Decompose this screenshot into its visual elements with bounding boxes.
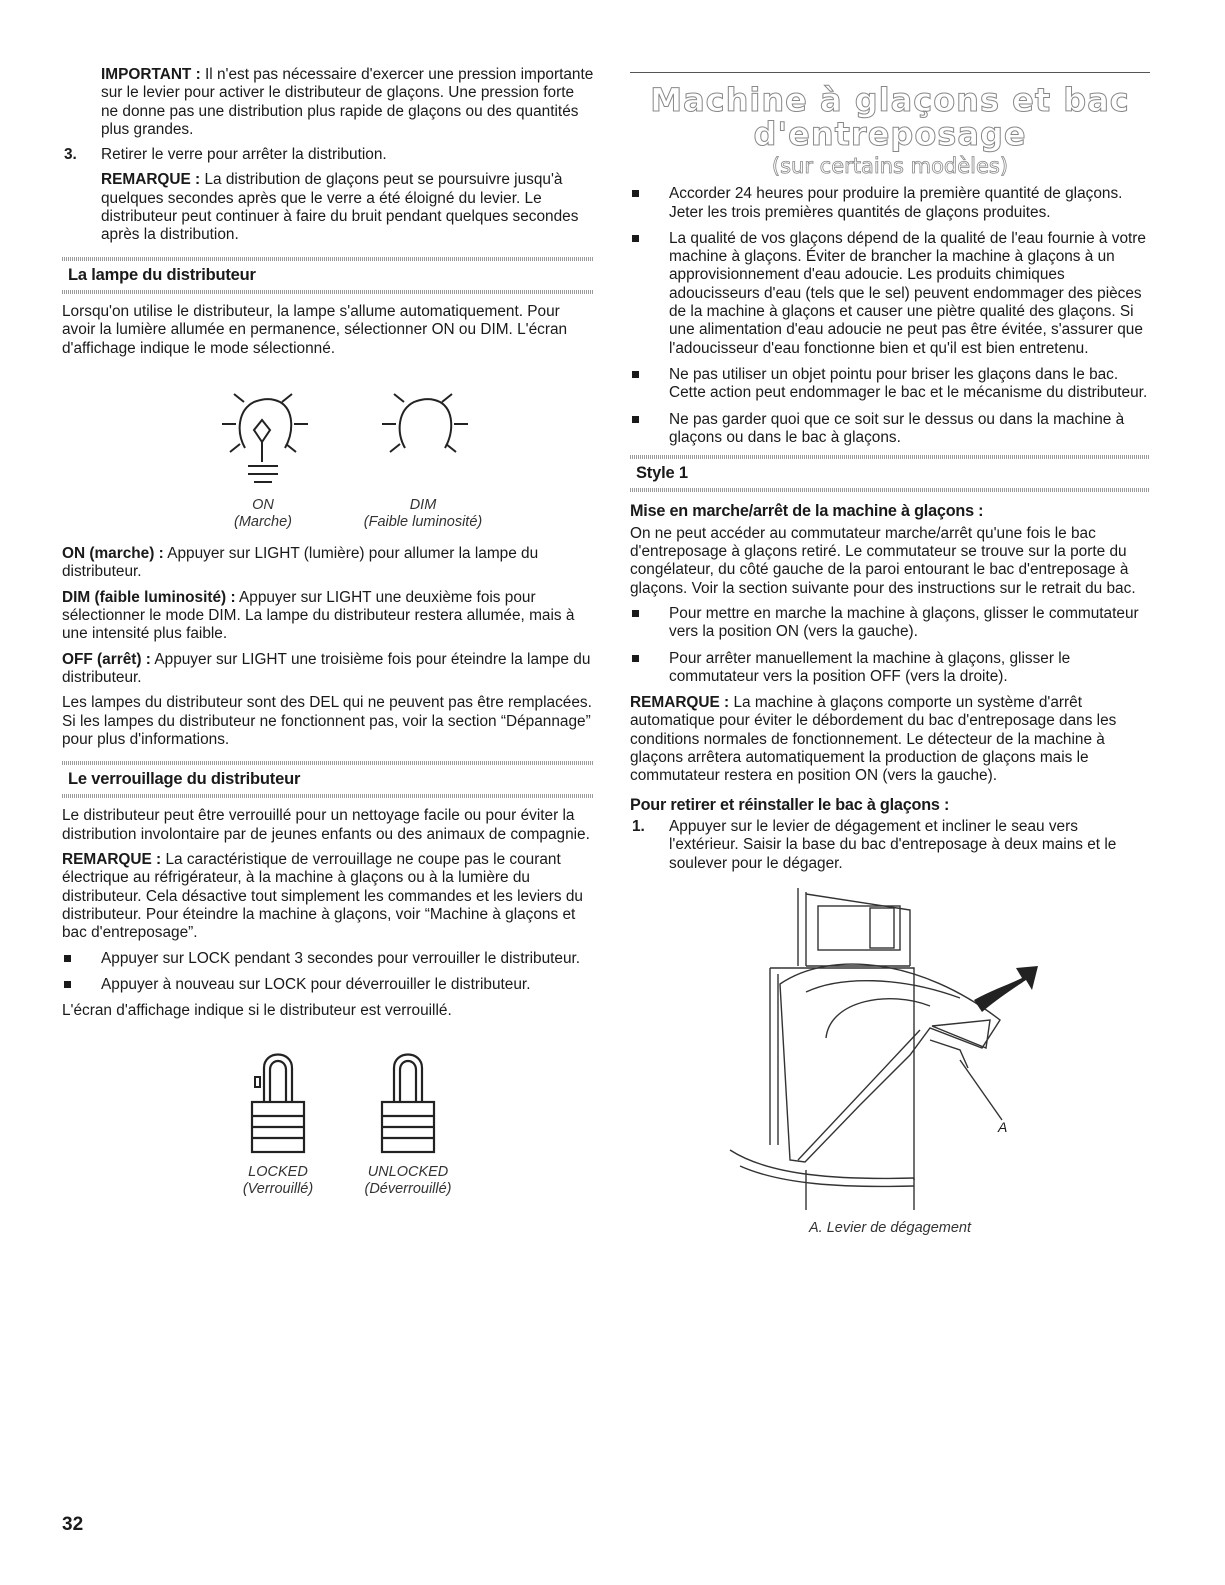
hatch-divider [630, 488, 1150, 492]
unlocked-caption-fr: (Déverrouillé) [364, 1180, 452, 1197]
lock-figure [62, 1038, 594, 1197]
hatch-divider [62, 290, 594, 294]
remarque-note-2: REMARQUE : La caractéristique de verrouillage ne coupe pas le courant électrique au réfrigérateur, à la machine à glaçons ou à la lumière du distributeur. Cela désactive tout simplement les commandes et les leviers du distributeur. Pour éteindre la machine à glaçons, voir “Machine à glaçons et bac d'entreposage”. [62, 851, 583, 942]
section-title-lampe: La lampe du distributeur [68, 265, 256, 284]
important-label: IMPORTANT : [101, 66, 201, 83]
step-1: 1. Appuyer sur le levier de dégagement et incliner le seau vers l'extérieur. Saisir la base du bac d'entreposage à deux mains et le soulever pour le dégager. [632, 817, 1117, 872]
dim-caption-fr: (Faible luminosité) [363, 514, 483, 531]
onoff-bullet-list [630, 605, 1150, 686]
locked-caption-fr: (Verrouillé) [242, 1180, 314, 1197]
section-subtitle: (sur certains modèles) [771, 154, 1009, 178]
lock-bullet-list [62, 950, 594, 995]
section-header-lock [62, 761, 594, 798]
ice-bin-figure [630, 880, 1150, 1240]
lock-intro: Le distributeur peut être verrouillé pour un nettoyage facile ou pour éviter la distribution involontaire par de jeunes enfants ou des animaux de compagnie. [62, 807, 590, 843]
onoff-heading: Mise en marche/arrêt de la machine à glaçons : [630, 502, 984, 521]
lock-screen-note: L'écran d'affichage indique si le distributeur est verrouillé. [62, 1002, 452, 1020]
padlock-unlocked-icon [368, 1038, 448, 1158]
light-modes-figure [62, 372, 594, 531]
on-caption-fr: (Marche) [233, 514, 292, 531]
section-title-lock: Le verrouillage du distributeur [68, 770, 301, 789]
on-description: ON (marche) : Appuyer sur LIGHT (lumière) pour allumer la lampe du distributeur. [62, 545, 539, 581]
step-3: 3. Retirer le verre pour arrêter la distribution. [64, 146, 387, 164]
list-item: Ne pas garder quoi que ce soit sur le dessus ou dans la machine à glaçons ou dans le bac à glaçons. [630, 411, 1150, 448]
ice-bin-illustration [630, 880, 1150, 1210]
list-item: La qualité de vos glaçons dépend de la qualité de l'eau fournie à votre machine à glaçons. Éviter de brancher la machine à glaçons à un approvisionnement d'eau adoucie. Les produits chimiques adoucisseurs d'eau (tels que le sel) peuvent endommager des pièces de la machine à glaçons et causer une piètre qualité des glaçons. Si une alimentation d'eau adoucie ne peut pas être évitée, s'assurer que l'adoucisseur d'eau fonctionne bien et qu'il est bien entretenu. [630, 230, 1150, 358]
dim-light-figure [343, 372, 503, 531]
list-item: Pour arrêter manuellement la machine à glaçons, glisser le commutateur vers la position OFF (vers la droite). [630, 650, 1150, 687]
section-title-style1: Style 1 [636, 464, 688, 483]
del-note: Les lampes du distributeur sont des DEL qui ne peuvent pas être remplacées. Si les lampes du distributeur ne fonctionnent pas, voir la section “Dépannage” pour plus d'informations. [62, 694, 592, 748]
bulb-dim-icon [368, 372, 478, 492]
hatch-divider [62, 794, 594, 798]
list-item: Ne pas utiliser un objet pointu pour briser les glaçons dans le bac. Cette action peut endommager le bac et le mécanisme du distributeur. [630, 366, 1150, 403]
list-item: Appuyer sur LOCK pendant 3 secondes pour verrouiller le distributeur. [62, 950, 594, 968]
left-column [62, 66, 594, 1198]
section-header-style1 [630, 455, 1150, 492]
on-caption: ON [252, 497, 274, 514]
lampe-intro: Lorsqu'on utilise le distributeur, la lampe s'allume automatiquement. Pour avoir la lumière allumée en permanence, sélectionner ON ou DIM. L'écran d'affichage indique le mode sélectionné. [62, 302, 568, 357]
off-description: OFF (arrêt) : Appuyer sur LIGHT une troisième fois pour éteindre la lampe du distributeur. [62, 650, 591, 686]
padlock-locked-icon [238, 1038, 318, 1158]
onoff-text: On ne peut accéder au commutateur marche/arrêt qu'une fois le bac d'entreposage à glaçons retiré. Le commutateur se trouve sur la porte du congélateur, du côté gauche de la paroi entourant le bac d'entreposage à glaçons. Voir la section suivante pour des instructions sur le retrait du bac. [630, 524, 1136, 597]
remove-heading: Pour retirer et réinstaller le bac à glaçons : [630, 795, 950, 814]
dim-description: DIM (faible luminosité) : Appuyer sur LIGHT une deuxième fois pour sélectionner le mode DIM. La lampe du distributeur restera allumée, mais à une intensité plus faible. [62, 588, 575, 643]
list-item: Accorder 24 heures pour produire la première quantité de glaçons. Jeter les trois premières quantités de glaçons produites. [630, 185, 1150, 222]
list-item: Pour mettre en marche la machine à glaçons, glisser le commutateur vers la position ON (vers la gauche). [630, 605, 1150, 642]
locked-caption: LOCKED [248, 1163, 308, 1180]
figure-caption: A. Levier de dégagement [808, 1219, 972, 1236]
top-rule [630, 72, 1150, 73]
unlocked-caption: UNLOCKED [367, 1163, 449, 1180]
dim-caption: DIM [409, 497, 437, 514]
ice-bullet-list [630, 185, 1150, 447]
section-header-lampe [62, 257, 594, 294]
on-light-figure [183, 372, 343, 531]
page-number: 32 [62, 1514, 84, 1535]
important-note: IMPORTANT : Il n'est pas nécessaire d'exercer une pression importante sur le levier pour activer le distributeur de glaçons. Une pression forte ne donne pas une distribution plus rapide de glaçons ou des quantités plus grandes. [101, 66, 594, 138]
locked-figure [213, 1038, 343, 1197]
unlocked-figure [343, 1038, 473, 1197]
right-column [630, 72, 1150, 1240]
section-title-ice-maker: Machine à glaçons et bac d'entreposage [650, 81, 1130, 153]
remarque-note-1: REMARQUE : La distribution de glaçons peut se poursuivre jusqu'à quelques secondes après que le verre a été éloigné du levier. Le distributeur peut continuer à faire du bruit pendant quelques secondes après la distribution. [101, 171, 579, 244]
bulb-on-icon [208, 372, 318, 492]
remarque-note-3: REMARQUE : La machine à glaçons comporte un système d'arrêt automatique pour éviter le débordement du bac d'entreposage dans les conditions normales de fonctionnement. Le détecteur de la machine à glaçons arrêtera automatiquement la production de glaçons mais le commutateur restera en position ON (vers la gauche). [630, 694, 1117, 785]
list-item: Appuyer à nouveau sur LOCK pour déverrouiller le distributeur. [62, 976, 594, 994]
figure-letter-a: A [998, 1118, 1008, 1135]
